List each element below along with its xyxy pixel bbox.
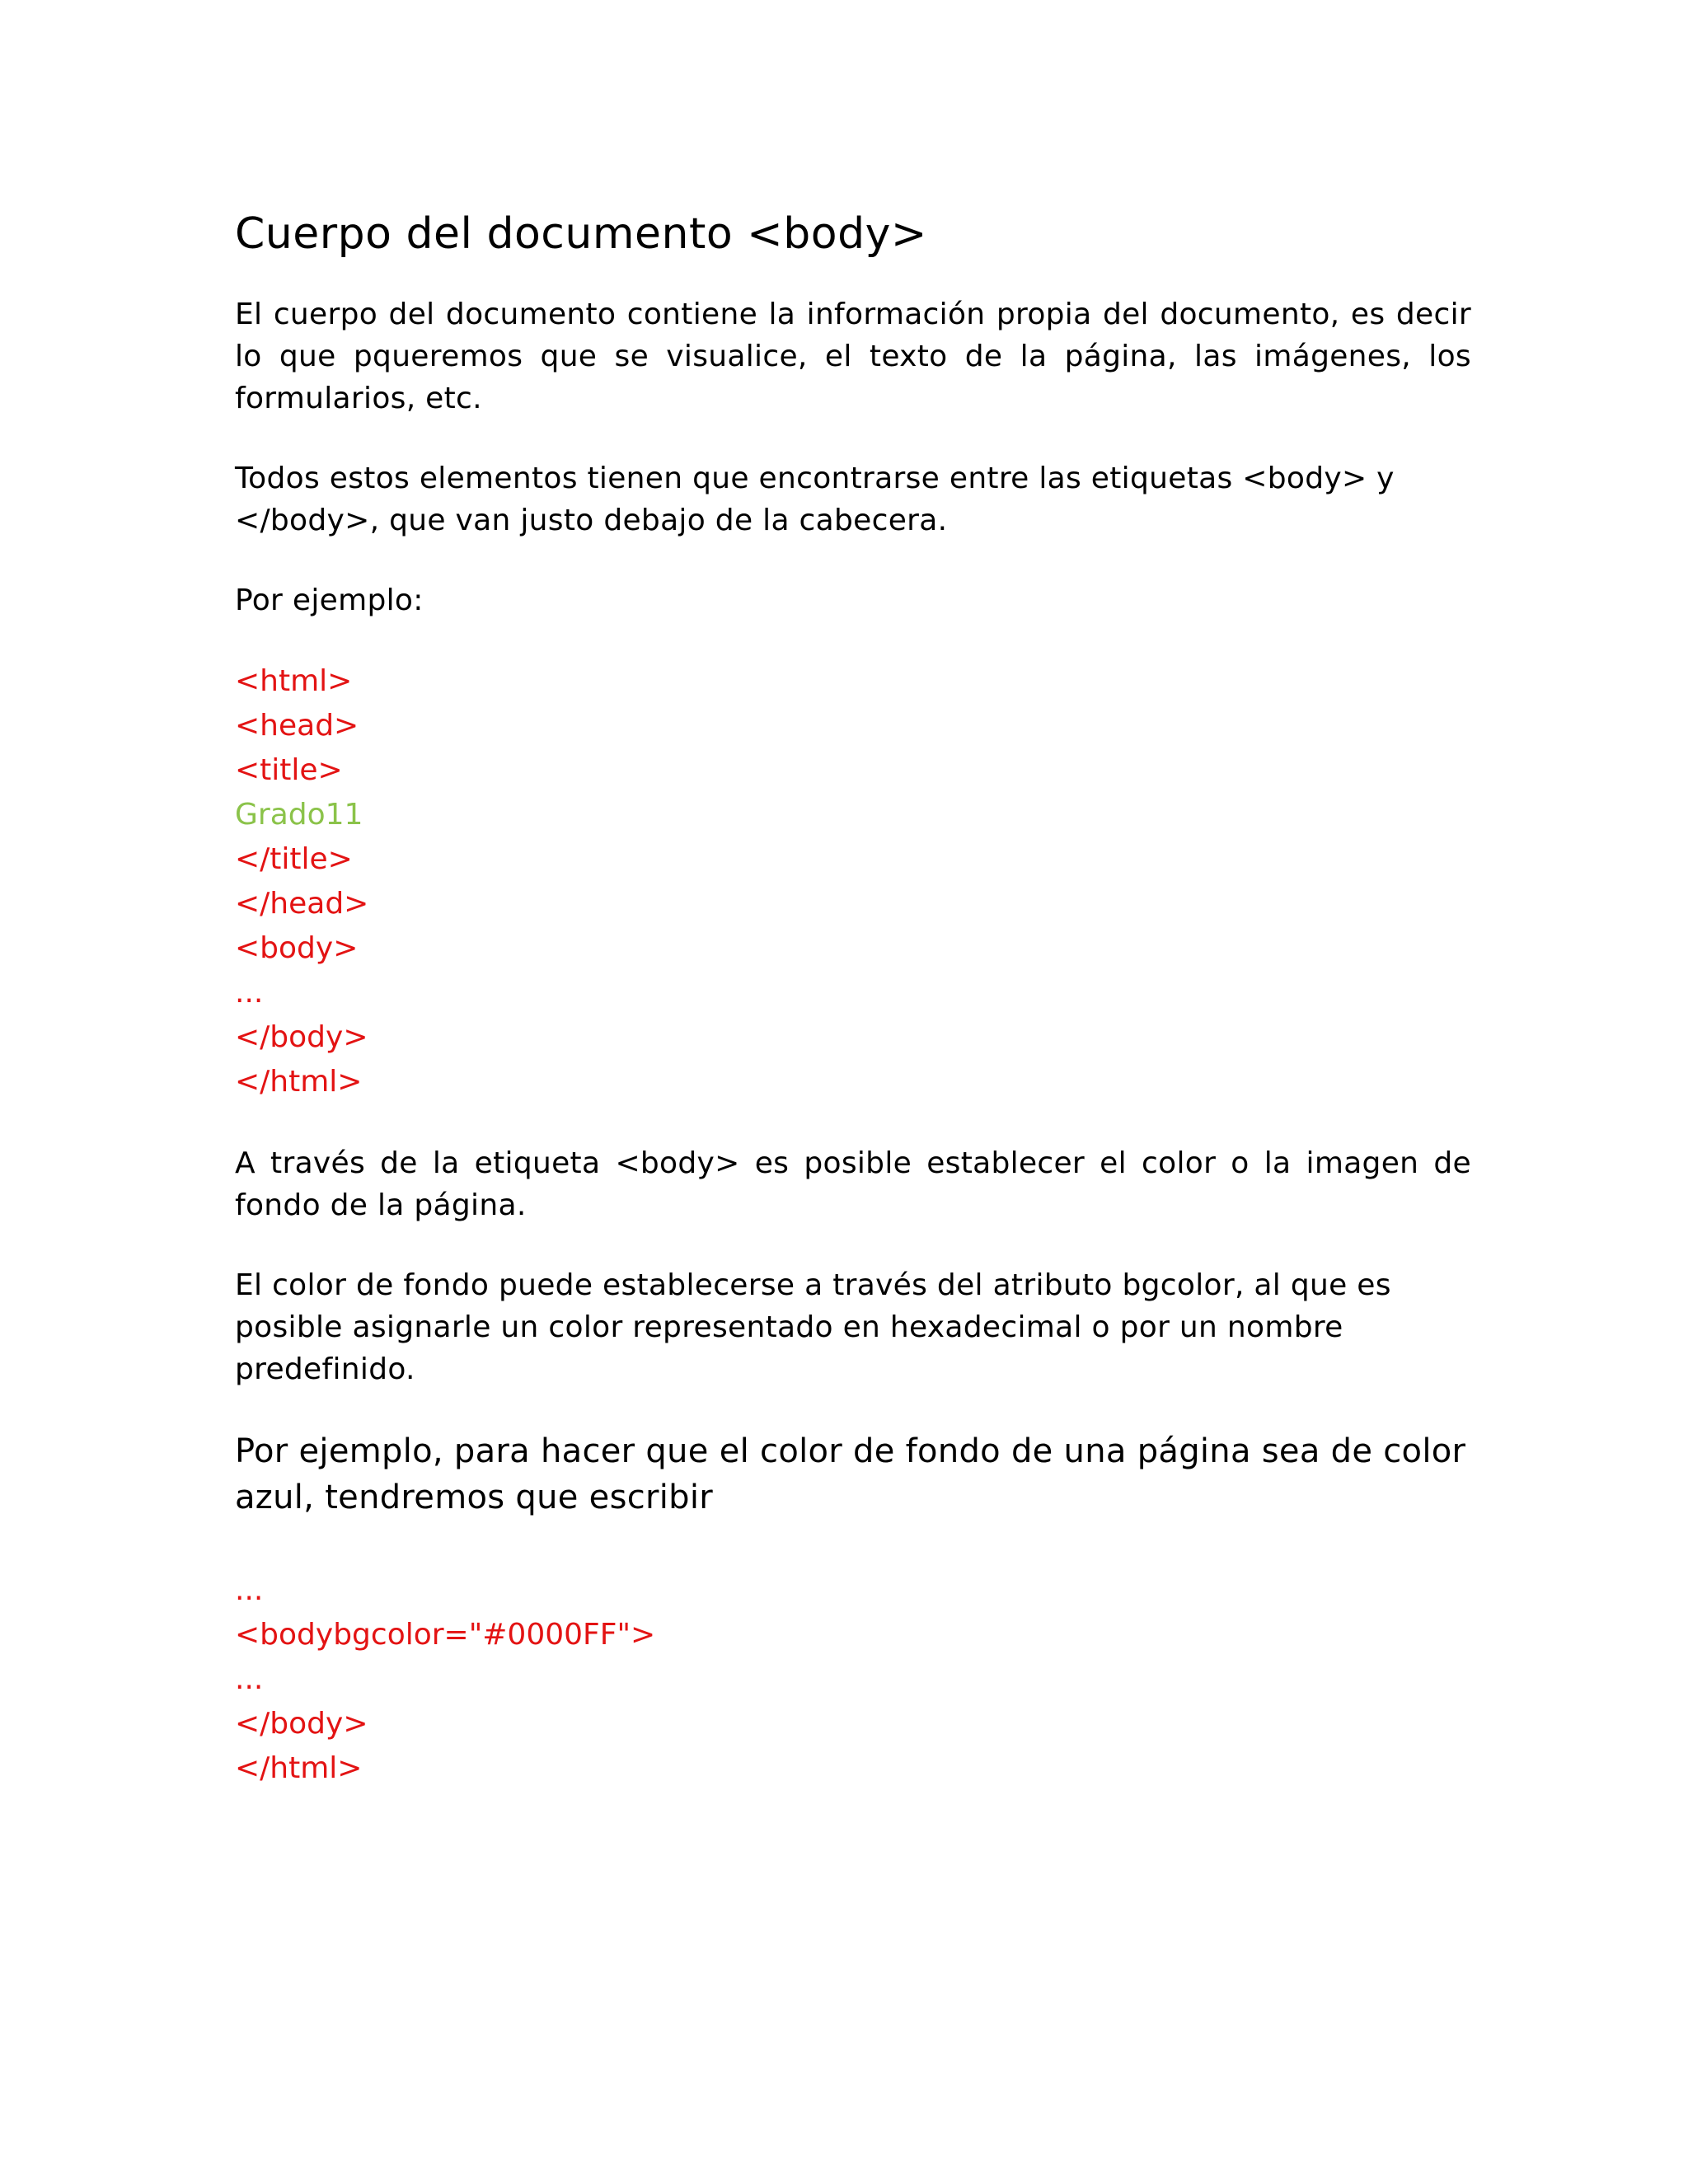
- page-title: Cuerpo del documento <body>: [235, 209, 927, 259]
- code-line: <bodybgcolor="#0000FF">: [235, 1618, 656, 1652]
- bgcolor-paragraph: El color de fondo puede establecerse a través del atributo bgcolor, al que es posible asignarle un color representado en hexadecimal o por un nombre predefinido.: [235, 1268, 1391, 1386]
- code-line: Grado11: [235, 798, 363, 832]
- elements-paragraph: Todos estos elementos tienen que encontrarse entre las etiquetas <body> y </body>, que van justo debajo de la cabecera.: [235, 462, 1395, 537]
- code-line: <head>: [235, 709, 359, 743]
- code-example-1: [235, 659, 1471, 1104]
- code-line: </html>: [235, 1065, 363, 1099]
- code-line: ...: [235, 976, 264, 1010]
- code-line: ...: [235, 1662, 264, 1696]
- code-line: ...: [235, 1573, 264, 1607]
- document-content: [235, 208, 1471, 1829]
- example-label: Por ejemplo:: [235, 583, 424, 617]
- body-tag-paragraph: A través de la etiqueta <body> es posible establecer el color o la imagen de fondo de la página.: [235, 1146, 1471, 1222]
- code-line: </head>: [235, 887, 369, 921]
- code-line: </body>: [235, 1020, 368, 1054]
- code-example-2: [235, 1568, 1471, 1791]
- blue-example-paragraph: Por ejemplo, para hacer que el color de fondo de una página sea de color azul, tendremos que escribir: [235, 1432, 1466, 1516]
- intro-paragraph: El cuerpo del documento contiene la información propia del documento, es decir lo que pqueremos que se visualice, el texto de la página, las imágenes, los formularios, etc.: [235, 298, 1471, 415]
- code-line: </body>: [235, 1707, 368, 1741]
- code-line: <title>: [235, 753, 343, 787]
- code-line: </html>: [235, 1751, 363, 1785]
- code-line: <html>: [235, 664, 353, 698]
- code-line: <body>: [235, 931, 359, 965]
- code-line: </title>: [235, 842, 353, 876]
